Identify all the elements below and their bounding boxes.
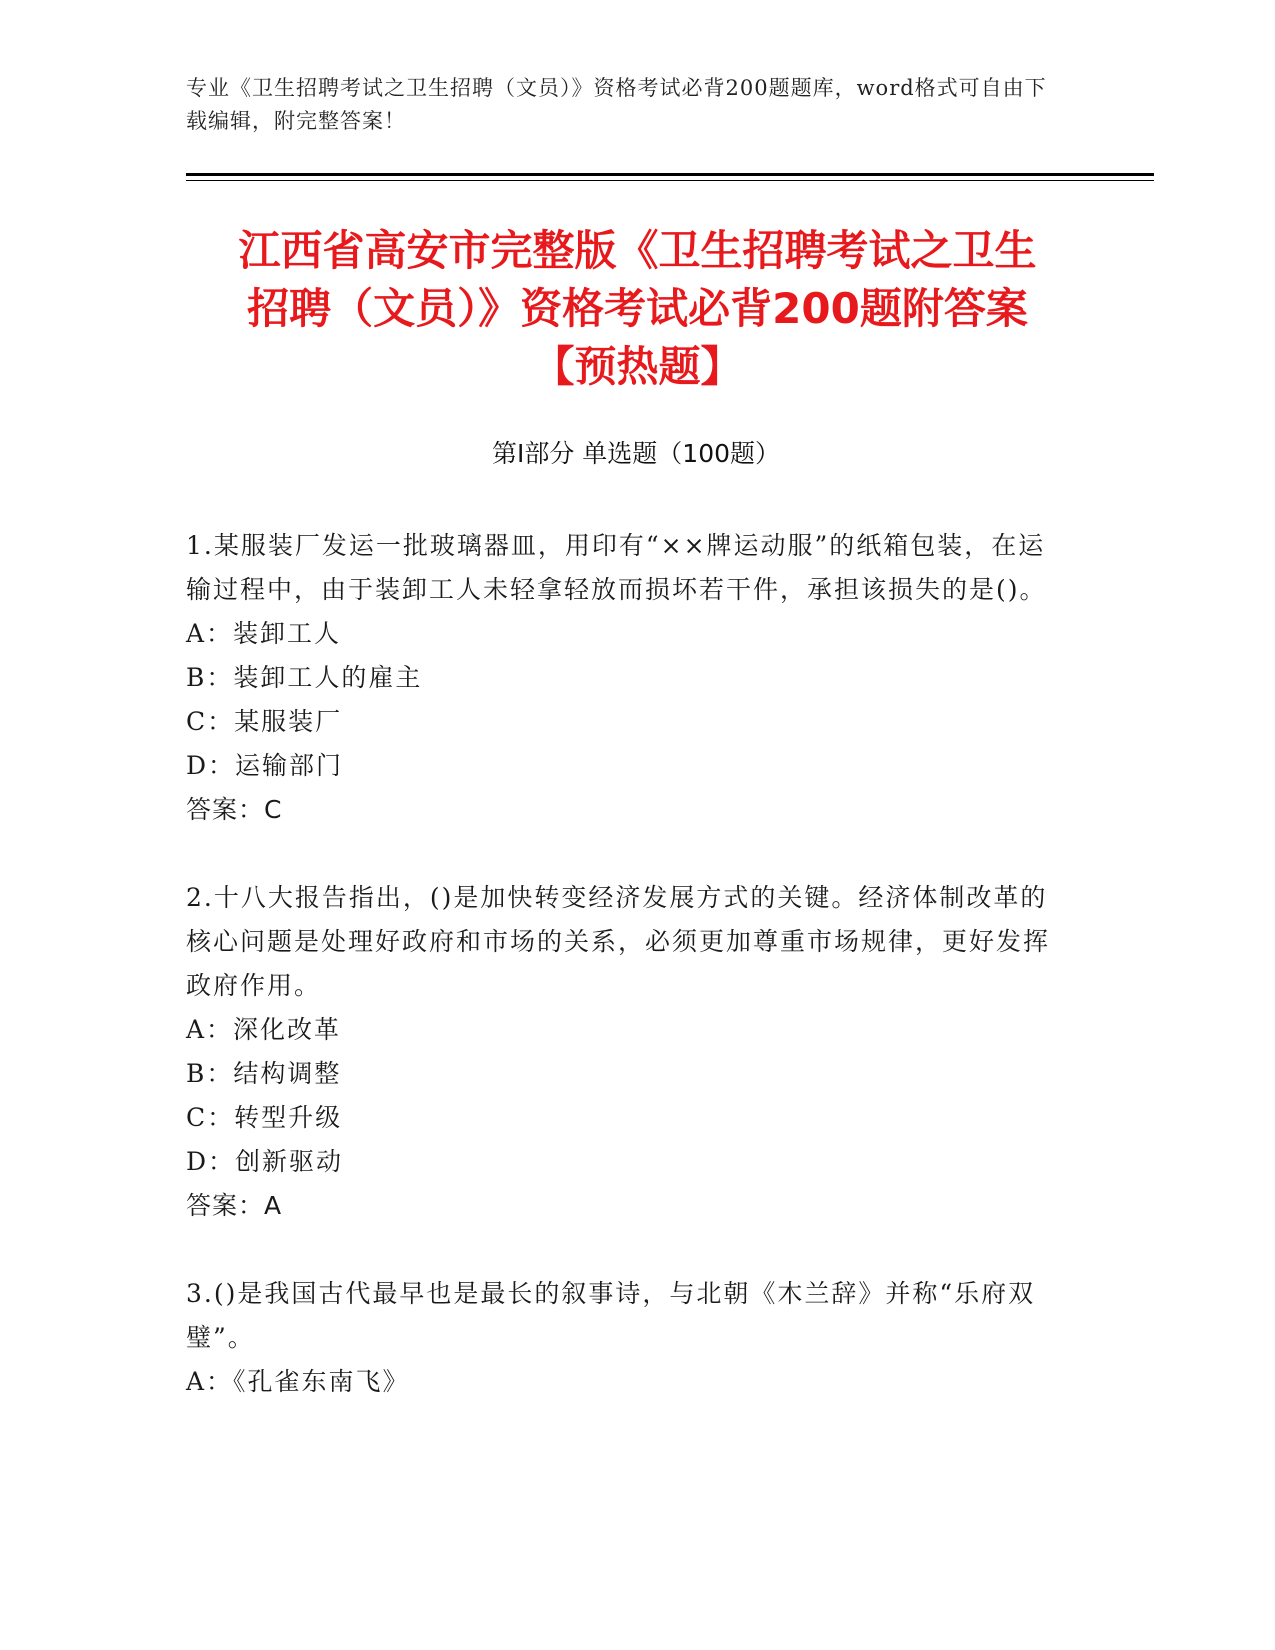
question-answer: 答案：C bbox=[186, 795, 283, 824]
question-option-a: A：装卸工人 bbox=[186, 619, 342, 648]
question-list bbox=[186, 524, 1066, 1448]
header-divider-thick bbox=[186, 173, 1154, 176]
question-option-a: A：深化改革 bbox=[186, 1015, 342, 1044]
header-note: 专业《卫生招聘考试之卫生招聘（文员）》资格考试必背200题题库，word格式可自由下载编辑，附完整答案！ bbox=[186, 76, 1047, 133]
question-option-b: B：结构调整 bbox=[186, 1059, 342, 1088]
document-title-line-1: 江西省高安市完整版《卫生招聘考试之卫生 bbox=[238, 226, 1037, 275]
question-stem: 3.()是我国古代最早也是最长的叙事诗，与北朝《木兰辞》并称“乐府双璧”。 bbox=[186, 1279, 1036, 1352]
question-item bbox=[186, 1272, 1066, 1404]
section-title: 第Ⅰ部分 单选题（100题） bbox=[491, 439, 781, 468]
document-title-line-3: 【预热题】 bbox=[532, 342, 743, 391]
question-option-b: B：装卸工人的雇主 bbox=[186, 663, 423, 692]
question-option-d: D：运输部门 bbox=[186, 751, 344, 780]
question-option-c: C：转型升级 bbox=[186, 1103, 343, 1132]
question-stem: 2.十八大报告指出，()是加快转变经济发展方式的关键。经济体制改革的核心问题是处理好政府和市场的关系，必须更加尊重市场规律，更好发挥政府作用。 bbox=[186, 883, 1051, 1000]
document-title bbox=[150, 222, 1125, 396]
question-item bbox=[186, 524, 1066, 832]
question-item bbox=[186, 876, 1066, 1228]
question-option-d: D：创新驱动 bbox=[186, 1147, 344, 1176]
question-option-c: C：某服装厂 bbox=[186, 707, 343, 736]
header-divider-thin bbox=[186, 180, 1154, 181]
question-answer: 答案：A bbox=[186, 1191, 283, 1220]
document-title-line-2: 招聘（文员）》资格考试必背200题附答案 bbox=[247, 284, 1028, 333]
question-stem: 1.某服装厂发运一批玻璃器皿，用印有“××牌运动服”的纸箱包装，在运输过程中，由于装卸工人未轻拿轻放而损坏若干件，承担该损失的是()。 bbox=[186, 531, 1047, 604]
question-option-a: A：《孔雀东南飞》 bbox=[186, 1367, 410, 1396]
